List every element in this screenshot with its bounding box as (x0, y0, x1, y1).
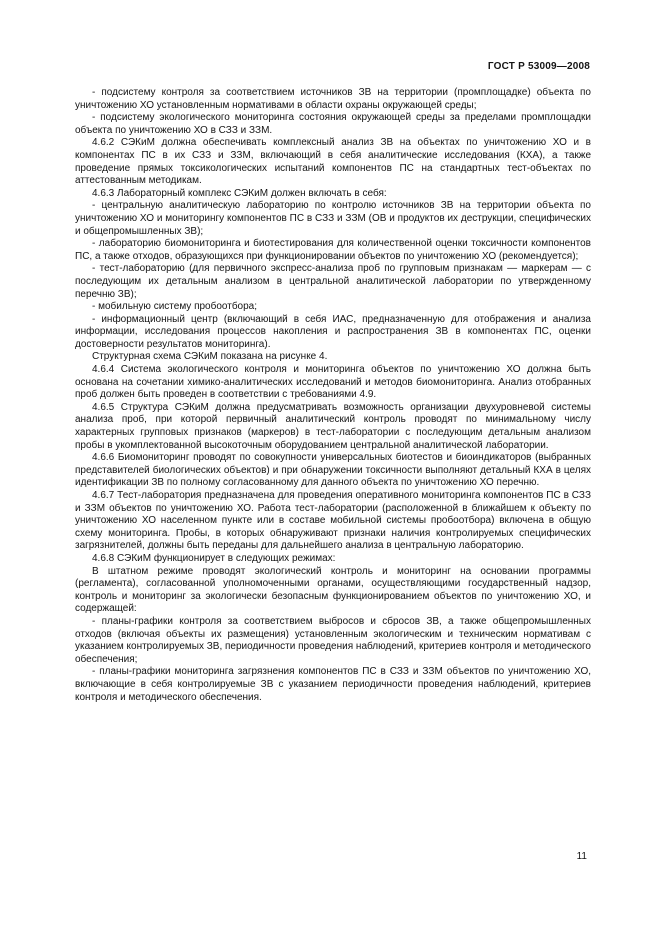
paragraph: 4.6.3 Лабораторный комплекс СЭКиМ должен включать в себя: (92, 187, 387, 199)
paragraph: - мобильную систему пробоотбора; (92, 301, 258, 313)
page-number: 11 (576, 851, 587, 862)
paragraph: 4.6.5 Структура СЭКиМ должна предусматривать возможность организации двухуровневой системы анализа проб, при которой первичный аналитический контроль проводят по минимальному числу характерных групповых признаков (маркеров) в тест-лаборатории с последующим детальным анализом пробы в укомплектованной высокоточным оборудованием центральной аналитической лаборатории. (75, 401, 591, 451)
paragraph: 4.6.8 СЭКиМ функционирует в следующих режимах: (92, 552, 336, 564)
paragraph: - подсистему контроля за соответствием источников ЗВ на территории (промплощадке) объекта по уничтожению ХО установленным нормативами в области охраны окружающей среды; (75, 87, 591, 111)
paragraph: В штатном режиме проводят экологический контроль и мониторинг на основании программы (регламента), согласованной уполномоченными органами, осуществляющими государственный надзор, контроль и мониторинг за экологически безопасным функционированием объектов по уничтожению ХО, и содержащей: (75, 565, 591, 615)
paragraph: - планы-графики мониторинга загрязнения компонентов ПС в СЗЗ и ЗЗМ объектов по уничтожению ХО, включающие в себя контролируемые ЗВ с указанием периодичности проведения наблюдений, критериев контроля и методического обеспечения. (75, 666, 591, 703)
paragraph: 4.6.6 Биомониторинг проводят по совокупности универсальных биотестов и биоиндикаторов (выбранных представителей биологических объектов) и при обнаружении токсичности выполняют детальный КХА в целях идентификации ЗВ по полному согласованному для данного объекта по уничтожению ХО перечню. (75, 452, 591, 489)
paragraph: - тест-лабораторию (для первичного экспресс-анализа проб по групповым признакам — маркерам — с последующим их детальным анализом в центральной аналитической лаборатории по утвержденному перечню ЗВ); (75, 263, 591, 300)
paragraph: - лабораторию биомониторинга и биотестирования для количественной оценки токсичности компонентов ПС, а также отходов, образующихся при функционировании объектов по уничтожению ХО (рекомендуется); (75, 238, 591, 262)
paragraph: Структурная схема СЭКиМ показана на рисунке 4. (92, 351, 328, 363)
paragraph: 4.6.2 СЭКиМ должна обеспечивать комплексный анализ ЗВ на объектах по уничтожению ХО и в компонентах ПС в их СЗЗ и ЗЗМ, включающий в себя аналитические исследования (КХА), а также проведение прямых токсикологических испытаний компонентов ПС на стандартных тест-объектах по аттестованным методикам. (75, 137, 591, 187)
paragraph: - информационный центр (включающий в себя ИАС, предназначенную для отображения и анализа информации, исследования процессов накопления и распространения ЗВ в компонентах ПС, оценки достоверности результатов мониторинга). (75, 313, 591, 350)
paragraph: - планы-графики контроля за соответствием выбросов и сбросов ЗВ, а также общепромышленных отходов (включая объекты их размещения) установленным экологическим и техническим нормативам с указанием контролируемых ЗВ, периодичности проведения наблюдений, критериев контроля и методического обеспечения; (75, 615, 591, 665)
paragraph: 4.6.7 Тест-лаборатория предназначена для проведения оперативного мониторинга компонентов ПС в СЗЗ и ЗЗМ объектов по уничтожению ХО. Работа тест-лаборатории (расположенной в ближайшем к объекту по уничтожению ХО населенном пункте или в составе мобильной системы пробоотбора) включена в общую схему мониторинга. Пробы, в которых обнаруживают признаки наличия контролируемых специфических загрязнителей, должны быть переданы для дальнейшего анализа в центральную лабораторию. (75, 490, 591, 552)
document-body (75, 87, 591, 704)
paragraph: - подсистему экологического мониторинга состояния окружающей среды за пределами промплощадки объекта по уничтожению ХО в СЗЗ и ЗЗМ. (75, 112, 591, 136)
doc-code-header: ГОСТ Р 53009—2008 (487, 61, 590, 72)
paragraph: - центральную аналитическую лабораторию по контролю источников ЗВ на территории объекта по уничтожению ХО и мониторингу компонентов ПС в СЗЗ и ЗЗМ (ОВ и продуктов их деструкции, специфических и общепромышленных ЗВ); (75, 200, 591, 237)
paragraph: 4.6.4 Система экологического контроля и мониторинга объектов по уничтожению ХО должна быть основана на сочетании химико-аналитических исследований и методов биомониторинга. Анализ отобранных проб должен быть проведен в соответствии с требованиями 4.9. (75, 364, 591, 401)
